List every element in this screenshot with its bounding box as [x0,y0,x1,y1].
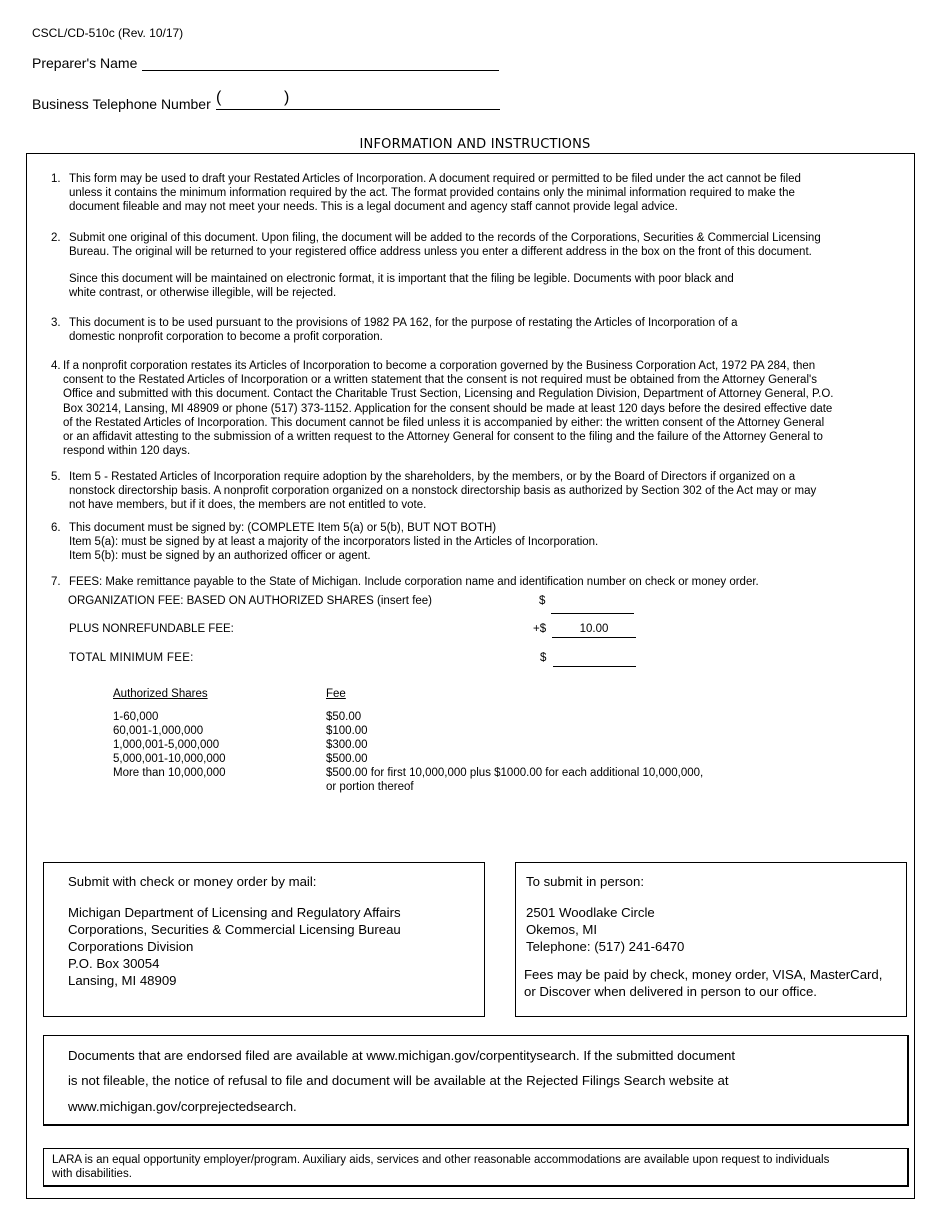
instruction-item-4 [51,359,911,458]
mail-address: Michigan Department of Licensing and Regulatory Affairs Corporations, Securities & Commercial Licensing Bureau Corporations Division P.O. Box 30054 Lansing, MI 48909 [68,905,401,988]
preparer-name-field[interactable] [142,70,499,71]
authorized-shares-header: Authorized Shares [113,688,208,700]
instruction-item-1 [51,172,911,215]
instruction-item-3 [51,316,911,344]
item-text: Submit one original of this document. Upon filing, the document will be added to the records of the Corporations, Securities & Commercial Licensing Bureau. The original will be returned to your registered office address unless you enter a different address in the box on the front of this document. [69,232,821,259]
total-fee-input[interactable] [553,652,636,667]
mail-submission-box [43,862,485,1017]
total-fee-currency: $ [540,652,547,664]
item-text: Since this document will be maintained on electronic format, it is important that the filing be legible. Documents with poor black and white contrast, or otherwise illegible, will be rejected. [69,273,734,300]
eeo-notice-box [43,1148,909,1187]
instruction-item-2 [51,231,911,259]
nonrefundable-fee-currency: +$ [533,623,547,635]
item-text: FEES: Make remittance payable to the State of Michigan. Include corporation name and identification number on check or money order. [69,576,759,588]
nonrefundable-fee-label: PLUS NONREFUNDABLE FEE: [69,623,234,635]
business-phone-label: Business Telephone Number [32,96,211,112]
search-notice-line-2: is not fileable, the notice of refusal to file and document will be available at the Rejected Filings Search website at [68,1073,729,1088]
item-number: 7. [51,576,61,588]
item-text: This form may be used to draft your Restated Articles of Incorporation. A document required or permitted to be filed under the act cannot be filed unless it contains the minimum information required by the act. The format provided contains only the minimal information required to make the document fileable and may not meet your needs. This is a legal document and agency staff cannot provide legal advice. [69,173,801,214]
instruction-item-7 [51,575,911,589]
instructions-heading: INFORMATION AND INSTRUCTIONS [359,137,591,152]
form-code: CSCL/CD-510c (Rev. 10/17) [32,26,184,40]
phone-close-paren: ) [284,89,290,106]
search-notice-box [43,1035,909,1126]
item-number: 3. [51,317,61,329]
authorized-shares-list: 1-60,000 60,001-1,000,000 1,000,001-5,000,000 5,000,001-10,000,000 More than 10,000,000 [113,711,226,779]
instruction-item-6 [51,521,911,564]
total-minimum-fee-label: TOTAL MINIMUM FEE: [69,652,194,664]
fee-list: $50.00 $100.00 $300.00 $500.00 $500.00 for first 10,000,000 plus $1000.00 for each additional 10,000,000, or portion thereof [326,711,704,793]
item-number: 5. [51,471,61,483]
office-address: 2501 Woodlake Circle Okemos, MI Telephone: (517) 241-6470 [526,905,685,954]
business-phone-field[interactable] [216,90,500,110]
item-text: This document must be signed by: (COMPLETE Item 5(a) or 5(b), BUT NOT BOTH) Item 5(a): must be signed by at least a majority of the incorporators listed in the Articles of Incorporation. Item 5(b): must be signed by an authorized officer or agent. [69,522,599,563]
item-text: This document is to be used pursuant to the provisions of 1982 PA 162, for the purpose of restating the Articles of Incorporation of a domestic nonprofit corporation to become a profit corporation. [69,317,738,344]
instruction-item-5 [51,470,911,513]
organization-fee-input[interactable] [551,599,634,614]
nonrefundable-fee-value: 10.00 [552,623,636,638]
phone-open-paren: ( [216,89,222,106]
in-person-box-title: To submit in person: [526,874,645,889]
search-notice-line-3: www.michigan.gov/corprejectedsearch. [68,1099,297,1114]
payment-methods-note: Fees may be paid by check, money order, VISA, MasterCard, or Discover when delivered in person to our office. [524,967,883,999]
item-number: 6. [51,522,61,534]
in-person-submission-box [515,862,907,1017]
mail-box-title: Submit with check or money order by mail: [68,874,317,889]
organization-fee-label: ORGANIZATION FEE: BASED ON AUTHORIZED SHARES (insert fee) [68,595,433,607]
item-text: Item 5 - Restated Articles of Incorporation require adoption by the shareholders, by the members, or by the Board of Directors if organized on a nonstock directorship basis. A nonprofit corporation organized on a nonstock directorship basis as authorized by Section 302 of the Act may or may not have members, but if it does, the members are not entitled to vote. [69,471,817,512]
eeo-notice-text: LARA is an equal opportunity employer/program. Auxiliary aids, services and other reasonable accommodations are available upon request to individuals with disabilities. [52,1154,830,1180]
item-number: 2. [51,232,61,244]
organization-fee-currency: $ [539,595,546,607]
item-number: 4. [51,360,61,372]
instruction-item-2-legibility [51,272,911,300]
fee-header: Fee [326,688,346,700]
preparer-name-label: Preparer's Name [32,55,138,71]
item-text: If a nonprofit corporation restates its Articles of Incorporation to become a corporation governed by the Business Corporation Act, 1972 PA 284, then consent to the Restated Articles of Incorporation or a written statement that the consent is not required must be obtained from the Attorney General's Office and submitted with this document. Contact the Charitable Trust Section, Licensing and Regulation Division, Department of Attorney General, P.O. Box 30214, Lansing, MI 48909 or phone (517) 373-1152. Application for the consent should be made at least 120 days before the desired effective date of the Restated Articles of Incorporation. This document cannot be filed unless it is accompanied by either: the written consent of the Attorney General or an affidavit attesting to the submission of a written request to the Attorney General for consent to the filing and the failure of the Attorney General to respond within 120 days. [63,360,834,458]
search-notice-line-1: Documents that are endorsed filed are available at www.michigan.gov/corpentitysearch. If the submitted document [68,1048,736,1063]
item-number: 1. [51,173,61,185]
